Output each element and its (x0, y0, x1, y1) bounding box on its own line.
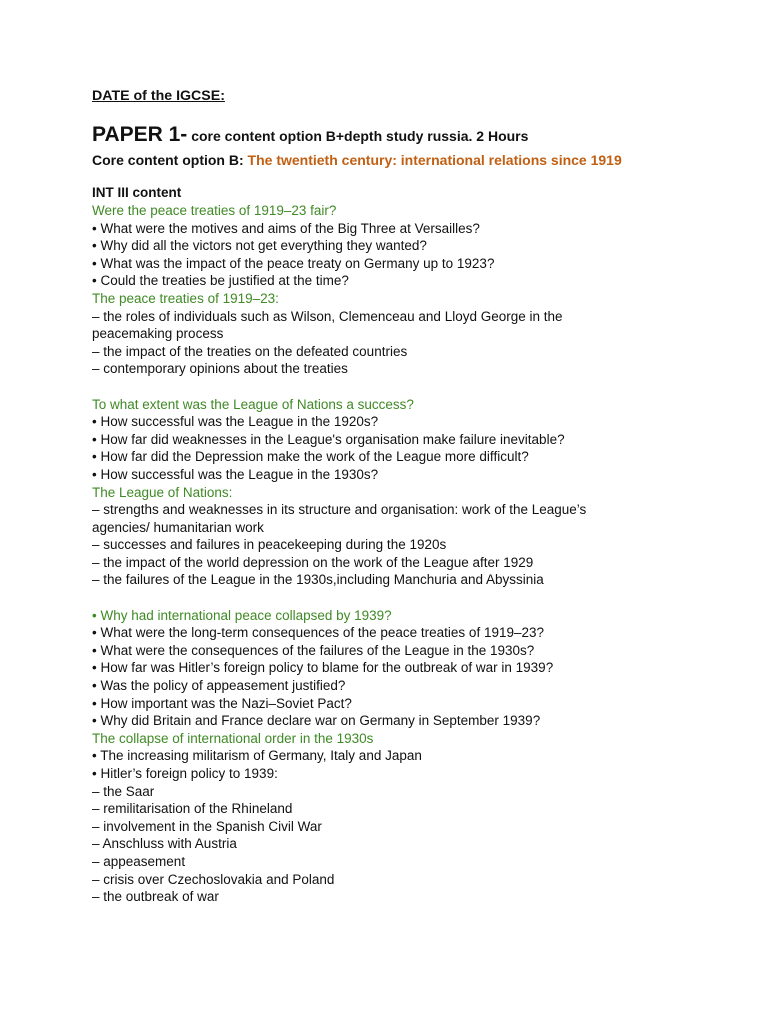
list-item: – strengths and weaknesses in its structure and organisation: work of the League’s agencies/ humanitarian work (92, 502, 587, 535)
list-item: • Could the treaties be justified at the time? (92, 273, 349, 289)
list-item: – contemporary opinions about the treaties (92, 361, 348, 377)
list-item: • Hitler’s foreign policy to 1939: (92, 766, 278, 781)
section-topic: The collapse of international order in the 1930s (92, 730, 374, 746)
list-item: • What were the motives and aims of the Big Three at Versailles? (92, 220, 480, 236)
list-item: • How far did weaknesses in the League's organisation make failure inevitable? (92, 431, 565, 447)
section-spacer (92, 378, 732, 396)
list-item: • How successful was the League in the 1920s? (92, 414, 379, 430)
list-item: – successes and failures in peacekeeping during the 1920s (92, 537, 447, 553)
list-item: • How far was Hitler’s foreign policy to blame for the outbreak of war in 1939? (92, 660, 554, 676)
list-item: • Why did all the victors not get everything they wanted? (92, 238, 427, 254)
list-item: • Was the policy of appeasement justified? (92, 678, 346, 694)
list-item: – the Saar (92, 783, 155, 799)
core-content-line (92, 150, 732, 170)
list-item: – the impact of the treaties on the defeated countries (92, 343, 408, 359)
paper-heading (92, 122, 732, 150)
paper-description: core content option B+depth study russia. 2 Hours (187, 128, 529, 144)
list-item: – appeasement (92, 853, 186, 869)
section-peace-treaties (92, 202, 732, 378)
list-item: • How important was the Nazi–Soviet Pact? (92, 695, 352, 711)
list-item: – involvement in the Spanish Civil War (92, 818, 322, 834)
date-heading: DATE of the IGCSE: (92, 88, 225, 104)
section-topic: The League of Nations: (92, 484, 233, 500)
list-item: • What were the consequences of the failures of the League in the 1930s? (92, 642, 535, 658)
core-content-value: The twentieth century: international relations since 1919 (247, 152, 622, 168)
section-question: • Why had international peace collapsed by 1939? (92, 607, 392, 623)
section-question: Were the peace treaties of 1919–23 fair? (92, 203, 337, 218)
list-item: – the roles of individuals such as Wilson, Clemenceau and Lloyd George in the peacemaking process (92, 308, 563, 342)
list-item: • What was the impact of the peace treaty on Germany up to 1923? (92, 255, 495, 271)
list-item: – Anschluss with Austria (92, 836, 237, 852)
core-content-label: Core content option B: (92, 152, 248, 168)
list-item: – the outbreak of war (92, 889, 219, 905)
section-collapse-of-peace (92, 607, 732, 906)
section-spacer (92, 589, 732, 607)
list-item: • What were the long-term consequences of the peace treaties of 1919–23? (92, 625, 545, 641)
document-page (92, 86, 732, 906)
paper-title: PAPER 1- (92, 123, 188, 146)
content-heading: INT III content (92, 185, 182, 200)
list-item: • How far did the Depression make the work of the League more difficult? (92, 449, 529, 465)
section-topic: The peace treaties of 1919–23: (92, 290, 279, 306)
list-item: • Why did Britain and France declare war on Germany in September 1939? (92, 713, 541, 729)
list-item: – the impact of the world depression on the work of the League after 1929 (92, 554, 534, 570)
section-question: To what extent was the League of Nations a success? (92, 396, 414, 412)
list-item: – the failures of the League in the 1930s,including Manchuria and Abyssinia (92, 572, 544, 588)
list-item: • The increasing militarism of Germany, Italy and Japan (92, 748, 422, 764)
list-item: • How successful was the League in the 1930s? (92, 466, 379, 482)
list-item: – crisis over Czechoslovakia and Poland (92, 871, 335, 887)
section-league-of-nations (92, 396, 732, 590)
list-item: – remilitarisation of the Rhineland (92, 801, 293, 817)
